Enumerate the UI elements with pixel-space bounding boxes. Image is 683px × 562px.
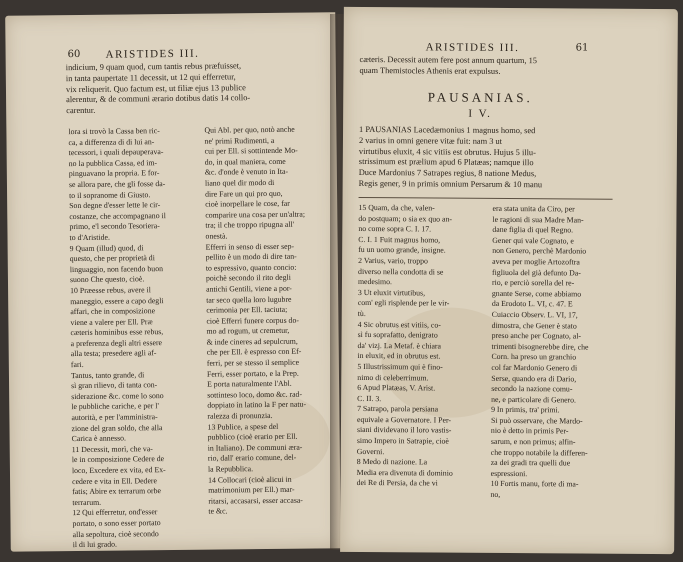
- chapter-number: I V.: [468, 107, 492, 120]
- text-line: quam Themistocles Athenis erat expulsus.: [359, 65, 501, 76]
- running-head: ARISTIDES III.: [425, 41, 520, 55]
- commentary-column-2: [204, 124, 338, 517]
- commentary-line: antichi Gentili, viene a por-: [206, 283, 292, 294]
- main-text-top: [359, 55, 611, 78]
- commentary-line: linguaggio, non facendo buon: [69, 263, 164, 274]
- commentary-line: le ragioni di sua Madre Man-: [492, 214, 584, 225]
- commentary-line: costanze, che accompagnano il: [69, 210, 166, 221]
- text-line: Duce Mardonius 7 Satrapes regius, 8 natione Medus,: [358, 168, 537, 179]
- commentary-line: aveva per moglie Artozoftra: [492, 256, 580, 267]
- commentary-line: cioè inorpellare le cose, far: [205, 198, 290, 209]
- commentary-line: no la pubblica Cassa, ed im-: [68, 157, 158, 168]
- commentary-line: Gener qui vale Cognato, e: [492, 235, 574, 246]
- commentary-line: dire Fare un qui pro quo,: [205, 188, 283, 199]
- commentary-line: 6 Apud Platæas, V. Arist.: [357, 383, 436, 393]
- commentary-line: C. II. 3.: [357, 393, 382, 403]
- text-line: vix reliquerit. Quo factum est, ut filiæ ejus 13 publice: [65, 82, 246, 94]
- commentary-line: sì fu soprafatto, denigrato: [357, 330, 438, 340]
- commentary-line: 9 In primis, tra' primi.: [491, 405, 560, 415]
- commentary-line: to d'Aristide.: [69, 232, 110, 243]
- commentary-line: gnante Serse, come abbiamo: [491, 288, 582, 299]
- page-number: 61: [575, 42, 589, 54]
- commentary-line: alla testa; presedere agli af-: [70, 348, 157, 359]
- commentary-line: siani dividevano il loro vastis-: [356, 425, 452, 436]
- right-page: [340, 7, 678, 554]
- commentary-line: preso anche per Cognato, al-: [491, 331, 582, 341]
- chapter-title: PAUSANIAS.: [427, 89, 533, 106]
- commentary-line: Cuiaccio Observ. L. VI, 17,: [491, 309, 578, 320]
- commentary-line: ritarsi, accasarsi, esser accasa-: [208, 495, 303, 506]
- commentary-line: onestà.: [205, 231, 228, 241]
- commentary-line: poichè secondo il rito degli: [205, 273, 291, 283]
- commentary-line: do, in qual maniera, come: [204, 156, 286, 167]
- commentary-line: tecessori, i quali depauperava-: [68, 147, 164, 158]
- commentary-line: sì gran rilievo, di tanta con-: [71, 380, 158, 391]
- commentary-line: 5 Illustrissimum qui è fino-: [357, 361, 443, 372]
- text-line: 2 varius in omni genere vitæ fuit: nam 3 ut: [358, 135, 503, 146]
- commentary-line: tar seco quella loro lugubre: [206, 294, 292, 305]
- commentary-line: cæteris hominibus esse rebus,: [70, 327, 164, 338]
- commentary-column-1: [357, 203, 487, 490]
- commentary-column-2: [490, 204, 620, 502]
- commentary-line: sarum, e non primus; alfin-: [490, 436, 576, 447]
- commentary-line: Tantus, tanto grande, di: [70, 369, 145, 380]
- commentary-line: ca, a differenza di di lui an-: [68, 136, 155, 147]
- commentary-line: medesimo.: [357, 277, 393, 287]
- commentary-line: le in composizione Cedere de: [71, 454, 165, 465]
- commentary-line: ralezza di pronunzia.: [207, 410, 273, 421]
- commentary-line: E porta naturalmente l'Abl.: [207, 379, 292, 389]
- text-line: 1 PAUSANIAS Lacedæmonius 1 magnus homo, sed: [359, 124, 536, 136]
- commentary-line: fatis; Abire ex terrarum orbe: [72, 486, 161, 497]
- commentary-line: C. I. 1 Fuit magnus homo,: [358, 234, 441, 245]
- commentary-line: diverso nella condotta di se: [358, 266, 444, 277]
- left-page: [5, 12, 341, 551]
- commentary-line: pellito è un modo di dire tan-: [205, 251, 297, 262]
- commentary-line: dane figlia di quel Regno.: [492, 225, 574, 235]
- commentary-line: no,: [490, 489, 501, 499]
- commentary-line: doppiato in latino la F per natu-: [207, 400, 307, 411]
- commentary-line: matrimonium per Ell.) mar-: [208, 484, 295, 495]
- commentary-line: rio, dall' erario comune, del-: [207, 453, 297, 464]
- commentary-line: fu un uomo grande, insigne.: [358, 245, 446, 255]
- commentary-line: Efferri in senso di esser sep-: [205, 241, 295, 252]
- commentary-line: autorità, e per l'amministra-: [71, 412, 158, 423]
- commentary-line: ne, e particolare di Genero.: [491, 394, 577, 405]
- commentary-line: 12 Qui efferretur, ond'esser: [72, 507, 158, 518]
- commentary-line: Qui Abl. per quo, notò anche: [204, 124, 295, 135]
- commentary-line: tù.: [357, 308, 366, 318]
- text-line: in tanta paupertate 11 decessit, ut 12 qui efferretur,: [65, 72, 236, 83]
- commentary-line: le pubbliche cariche, e per l': [71, 401, 159, 412]
- commentary-line: 7 Satrapo, parola persiana: [357, 404, 439, 414]
- commentary-line: pubblico (cioè erario per Ell.: [207, 431, 298, 442]
- commentary-line: 8 Medo di nazione. La: [356, 457, 428, 467]
- commentary-line: cedere e vita in Ell. Dedere: [72, 475, 157, 486]
- commentary-line: do postquam; o sia ex quo an-: [358, 213, 453, 224]
- commentary-line: da Erodoto L. VI, c. 47. E: [491, 299, 573, 309]
- commentary-line: dei Re di Persia, da che vi: [356, 478, 438, 488]
- commentary-line: 4 Sic obrutus est vitiis, co-: [357, 319, 441, 330]
- text-line: carentur.: [66, 105, 96, 116]
- commentary-line: Ferri, esser portato, e la Prep.: [206, 368, 299, 379]
- commentary-line: 10 Præesse rebus, avere il: [70, 285, 151, 295]
- commentary-line: zione del gran soldo, che alla: [71, 422, 163, 433]
- commentary-line: siderazione &c. come lo sono: [71, 390, 164, 401]
- commentary-line: questo, che per proprietà di: [69, 253, 155, 264]
- commentary-line: Media era divenuta di dominio: [356, 467, 453, 478]
- commentary-line: cerimonia per Ell. taciuta;: [206, 304, 288, 315]
- text-line: cæteris. Decessit autem fere post annum quartum, 15: [359, 54, 538, 66]
- text-line: strissimum est prælium apud 6 Platæas; namque illo: [358, 157, 534, 168]
- commentary-line: comparire una cosa per un'altra;: [205, 209, 306, 220]
- commentary-line: to il sopranome di Giusto.: [69, 189, 151, 200]
- commentary-line: secondo la nazione comu-: [491, 383, 573, 394]
- commentary-line: fari.: [70, 360, 84, 370]
- commentary-line: a preferenza degli altri essere: [70, 337, 163, 348]
- commentary-line: in Italiano). De communi æra-: [207, 442, 303, 453]
- commentary-line: in eluxit, ed in obrutus est.: [357, 351, 441, 361]
- commentary-line: to espressivo, quanto concio:: [205, 262, 297, 273]
- commentary-line: tra; il che troppo ripugna all': [205, 220, 295, 231]
- commentary-line: Corn. ha preso un granchio: [491, 352, 577, 362]
- running-head: ARISTIDES III.: [105, 47, 200, 61]
- commentary-line: te &c.: [208, 506, 228, 517]
- commentary-line: trimenti bisognerebbe dire, che: [491, 341, 589, 352]
- page-number: 60: [67, 48, 81, 61]
- commentary-line: primo, e'l secondo Tesoriera-: [69, 221, 160, 232]
- commentary-line: ferri, per se stesso il semplice: [206, 357, 300, 368]
- commentary-line: portato, o sono esser portato: [72, 518, 161, 529]
- commentary-line: &c. d'onde è venuto in Ita-: [204, 167, 289, 178]
- commentary-line: pinguavano la propria. E for-: [68, 168, 160, 179]
- commentary-line: lora si trovò la Cassa ben ric-: [68, 126, 160, 137]
- text-line: virtutibus eluxit, 4 sic vitiis est obrutus. Hujus 5 illu-: [358, 146, 536, 157]
- commentary-line: il di lui grado.: [72, 539, 117, 550]
- commentary-line: affari, che in composizione: [70, 306, 156, 317]
- commentary-line: col far Mardonio Genero di: [491, 362, 578, 373]
- divider: [359, 197, 613, 200]
- commentary-line: com' egli risplende per le vir-: [357, 298, 450, 308]
- commentary-line: Serse, quando era di Dario,: [491, 373, 577, 383]
- commentary-line: dimostra, che Gener è stato: [491, 320, 577, 331]
- commentary-line: equivale a Governatore. I Per-: [356, 414, 452, 425]
- text-line: indicium, 9 quam quod, cum tantis rebus præfuisset,: [65, 61, 242, 73]
- commentary-line: simo Impero in Satrapie, cioè: [356, 436, 449, 446]
- commentary-line: rio, e perciò sorella del re-: [491, 278, 575, 288]
- commentary-line: da' vizj. La Metaf. è chiara: [357, 340, 442, 351]
- commentary-line: che per Ell. è espresso con Ef-: [206, 347, 302, 358]
- main-text-intro: [359, 125, 617, 192]
- commentary-line: mo ad rogum, ut cremetur,: [206, 326, 290, 336]
- commentary-line: terrarum.: [72, 497, 102, 507]
- commentary-line: non Genero, perchè Mardonio: [492, 246, 587, 256]
- commentary-line: liano quel dir modo di: [204, 177, 275, 188]
- text-line: alerentur, & de communi ærario dotibus datis 14 collo-: [66, 93, 251, 105]
- commentary-line: cioè Efferri funere corpus do-: [206, 315, 299, 326]
- commentary-line: nimo di celeberrimum.: [357, 372, 429, 382]
- commentary-line: Son degne d'esser lette le cir-: [69, 200, 161, 211]
- commentary-line: alla sepoltura, cioè secondo: [72, 528, 159, 539]
- commentary-line: Si può osservare, che Mardo-: [490, 415, 583, 426]
- commentary-line: & inde cineres ad sepulcrum,: [206, 336, 298, 347]
- commentary-line: 13 Publice, a spese del: [207, 421, 279, 432]
- commentary-line: za dei gradi tra quelli due: [490, 458, 571, 468]
- commentary-line: la Repubblica.: [207, 464, 254, 474]
- commentary-line: maneggio, essere a capo degli: [70, 295, 164, 306]
- commentary-column-1: [68, 126, 202, 551]
- commentary-line: viene a valere per Ell. Præ: [70, 316, 153, 327]
- commentary-line: ne' primi Rudimenti, a: [204, 135, 275, 146]
- commentary-line: figliuola del già defunto Da-: [492, 267, 581, 278]
- commentary-line: se allora pare, che gli fosse da-: [68, 179, 166, 190]
- commentary-line: no come sopra C. I. 17.: [358, 224, 432, 234]
- commentary-line: Governi.: [356, 446, 385, 456]
- commentary-line: 9 Quam (illud) quod, di: [69, 242, 144, 253]
- commentary-line: sottinteso loco, domo &c. rad-: [207, 389, 303, 400]
- commentary-line: nio è detto in primis Per-: [490, 426, 569, 436]
- commentary-line: cui per Ell. si sottintende Mo-: [204, 145, 298, 156]
- commentary-line: 11 Decessit, morì, che va-: [71, 444, 153, 454]
- commentary-line: suono Che questo, cioè.: [69, 274, 145, 285]
- commentary-line: loco, Excedere ex vita, ed Ex-: [71, 465, 166, 476]
- text-line: Regis gener, 9 in primis omnium Persarum & 10 manu: [358, 178, 543, 190]
- commentary-line: espressioni.: [490, 468, 528, 478]
- main-text-top: [66, 60, 329, 117]
- commentary-line: Carica è annesso.: [71, 433, 127, 444]
- commentary-line: 2 Varius, vario, troppo: [358, 255, 428, 266]
- commentary-line: era stata unita da Ciro, per: [492, 203, 575, 214]
- commentary-line: 3 Ut eluxit virtutibus,: [357, 287, 426, 298]
- commentary-line: che troppo notabile la differen-: [490, 447, 588, 458]
- commentary-line: 15 Quam, da che, valen-: [358, 202, 435, 213]
- commentary-line: 14 Collocari (cioè alicui in: [208, 474, 292, 485]
- commentary-line: 10 Fortis manu, forte di ma-: [490, 479, 579, 489]
